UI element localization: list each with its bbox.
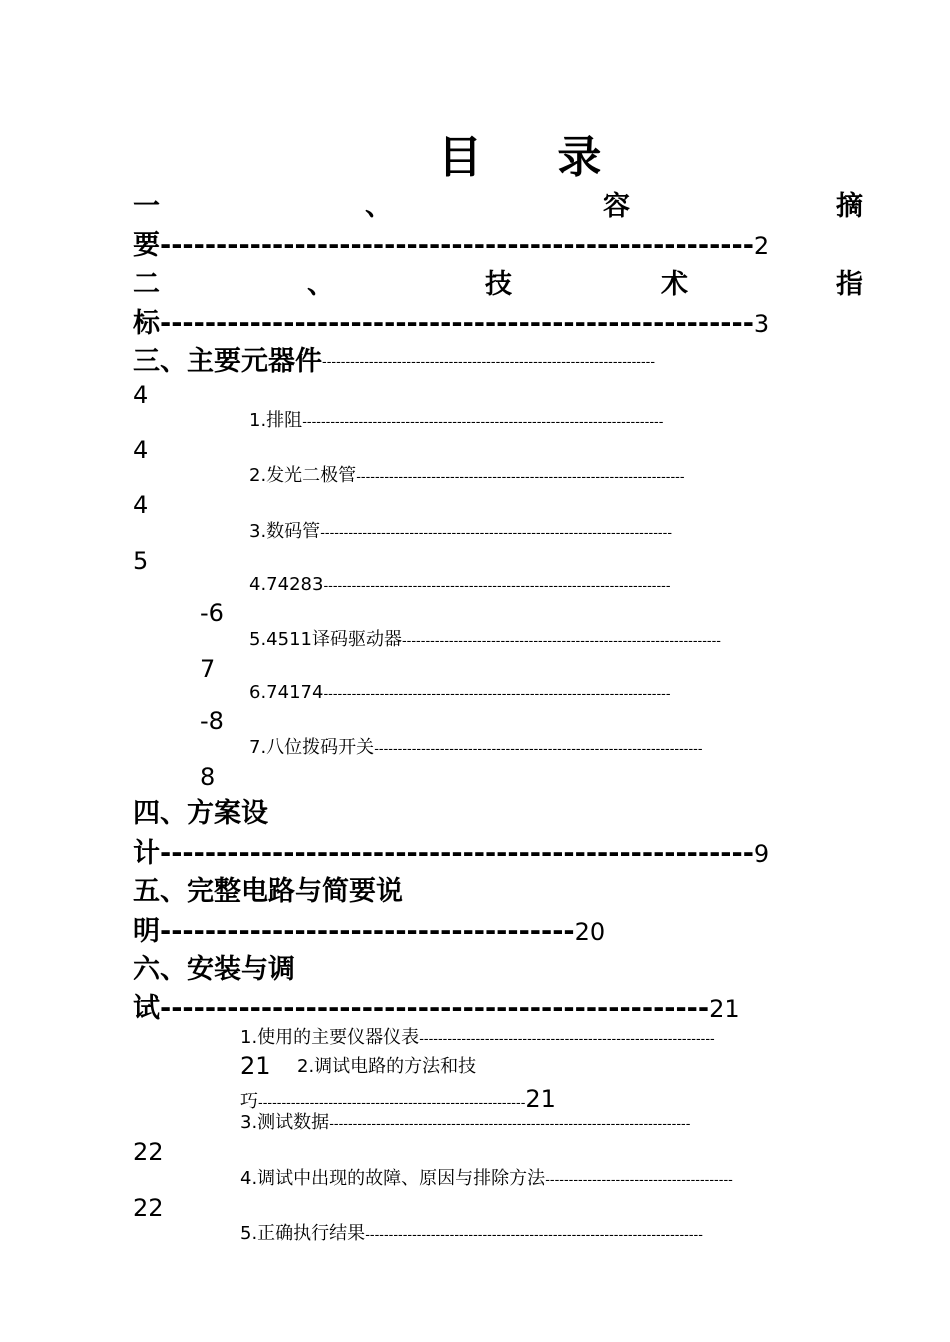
section-2-char-5: 指 [836, 269, 863, 300]
item3-7-page: 8 [200, 763, 216, 791]
section-4-page: 9 [753, 840, 770, 868]
item3-6-label: 6.74174 [249, 682, 324, 703]
item6-2-line2 [240, 1087, 556, 1111]
item3-2-leader: ---------------------------------------------------------------------- [356, 470, 685, 485]
section-3-page: 4 [133, 381, 149, 409]
item6-1-page: 21 [240, 1052, 271, 1080]
section-4-last-char: 计 [133, 838, 160, 869]
section-3-line [133, 348, 655, 375]
section-6-label: 六、安装与调 [133, 954, 295, 985]
item6-4-leader: ---------------------------------------- [545, 1173, 733, 1188]
item3-6-page: -8 [200, 707, 224, 735]
section-4-leader: ----------------------------------------------------- [160, 838, 754, 869]
section-6-leader: ------------------------------------------------- [160, 993, 710, 1024]
item3-4-label: 4.74283 [249, 574, 324, 595]
section-2-page: 3 [753, 310, 770, 338]
section-4-label: 四、方案设 [133, 798, 268, 829]
item6-5-label: 5.正确执行结果 [240, 1223, 366, 1244]
item6-4 [240, 1170, 733, 1188]
item3-2 [249, 467, 685, 485]
item3-3-page: 5 [133, 547, 149, 575]
item6-3-page: 22 [133, 1138, 164, 1166]
section-1-leader: ----------------------------------------------------- [160, 230, 754, 261]
section-5-line2 [133, 918, 605, 945]
section-3-label: 三、主要元器件 [133, 346, 322, 377]
section-6-line2 [133, 995, 740, 1022]
item3-7-label: 7.八位拨码开关 [249, 737, 375, 758]
section-2-char-1: 二 [133, 269, 160, 300]
section-3-leader: ----------------------------------------------------------------------- [322, 355, 656, 370]
item6-4-label: 4.调试中出现的故障、原因与排除方法 [240, 1168, 546, 1189]
item3-1 [249, 412, 663, 430]
item3-1-leader: ----------------------------------------------------------------------------- [302, 415, 664, 430]
section-4-line2 [133, 840, 769, 867]
item6-5 [240, 1225, 703, 1243]
section-2-leader: ----------------------------------------------------- [160, 308, 754, 339]
item3-7 [249, 739, 703, 757]
item3-4-page: -6 [200, 599, 224, 627]
item3-3-leader: --------------------------------------------------------------------------- [320, 526, 673, 541]
item3-4-leader: -------------------------------------------------------------------------- [323, 579, 671, 594]
item3-5 [249, 631, 721, 649]
item3-6 [249, 684, 671, 702]
section-2-char-3: 技 [485, 269, 512, 300]
item3-1-page: 4 [133, 436, 149, 464]
section-1-last-char: 要 [133, 230, 160, 261]
section-1-char-2: 、 [365, 191, 392, 222]
section-1-page: 2 [753, 232, 770, 260]
item6-4-page: 22 [133, 1194, 164, 1222]
item3-2-label: 2.发光二极管 [249, 465, 357, 486]
item3-3-label: 3.数码管 [249, 521, 321, 542]
section-2-char-2: 、 [307, 269, 334, 300]
item6-1-label: 1.使用的主要仪器仪表 [240, 1027, 420, 1048]
item3-3 [249, 523, 672, 541]
item6-5-leader: ------------------------------------------------------------------------ [365, 1228, 703, 1243]
item3-7-leader: ---------------------------------------------------------------------- [374, 742, 703, 757]
item3-5-label: 5.4511译码驱动器 [249, 629, 402, 650]
item3-6-leader: -------------------------------------------------------------------------- [323, 687, 671, 702]
section-5-page: 20 [574, 918, 606, 946]
section-5-last-char: 明 [133, 916, 160, 947]
section-6-last-char: 试 [133, 993, 160, 1024]
item3-2-page: 4 [133, 491, 149, 519]
section-5-leader: ------------------------------------- [160, 916, 575, 947]
item6-2-page: 21 [525, 1085, 556, 1113]
section-1-char-3: 容 [603, 191, 630, 222]
section-6-page: 21 [709, 995, 740, 1023]
section-2-char-4: 术 [661, 269, 688, 300]
item6-2-last-char: 巧 [240, 1091, 258, 1112]
section-1-line2 [133, 232, 769, 259]
section-5-label: 五、完整电路与简要说 [133, 876, 403, 907]
item3-1-label: 1.排阻 [249, 410, 303, 431]
item6-2-label: 2.调试电路的方法和技 [297, 1056, 477, 1077]
item6-3-label: 3.测试数据 [240, 1112, 330, 1133]
section-2-line2 [133, 310, 769, 337]
item3-5-leader: -------------------------------------------------------------------- [401, 634, 721, 649]
section-1-char-4: 摘 [836, 191, 863, 222]
section-1-char-1: 一 [133, 191, 160, 222]
item6-2-leader: --------------------------------------------------------- [258, 1096, 526, 1111]
item6-3 [240, 1114, 690, 1132]
section-2-last-char: 标 [133, 308, 160, 339]
page-title: 目 录 [438, 132, 632, 183]
item3-5-page: 7 [200, 655, 216, 683]
item6-3-leader: ----------------------------------------------------------------------------- [329, 1117, 691, 1132]
item6-1-leader: --------------------------------------------------------------- [419, 1032, 715, 1047]
item6-1 [240, 1029, 715, 1047]
item3-4 [249, 576, 671, 594]
